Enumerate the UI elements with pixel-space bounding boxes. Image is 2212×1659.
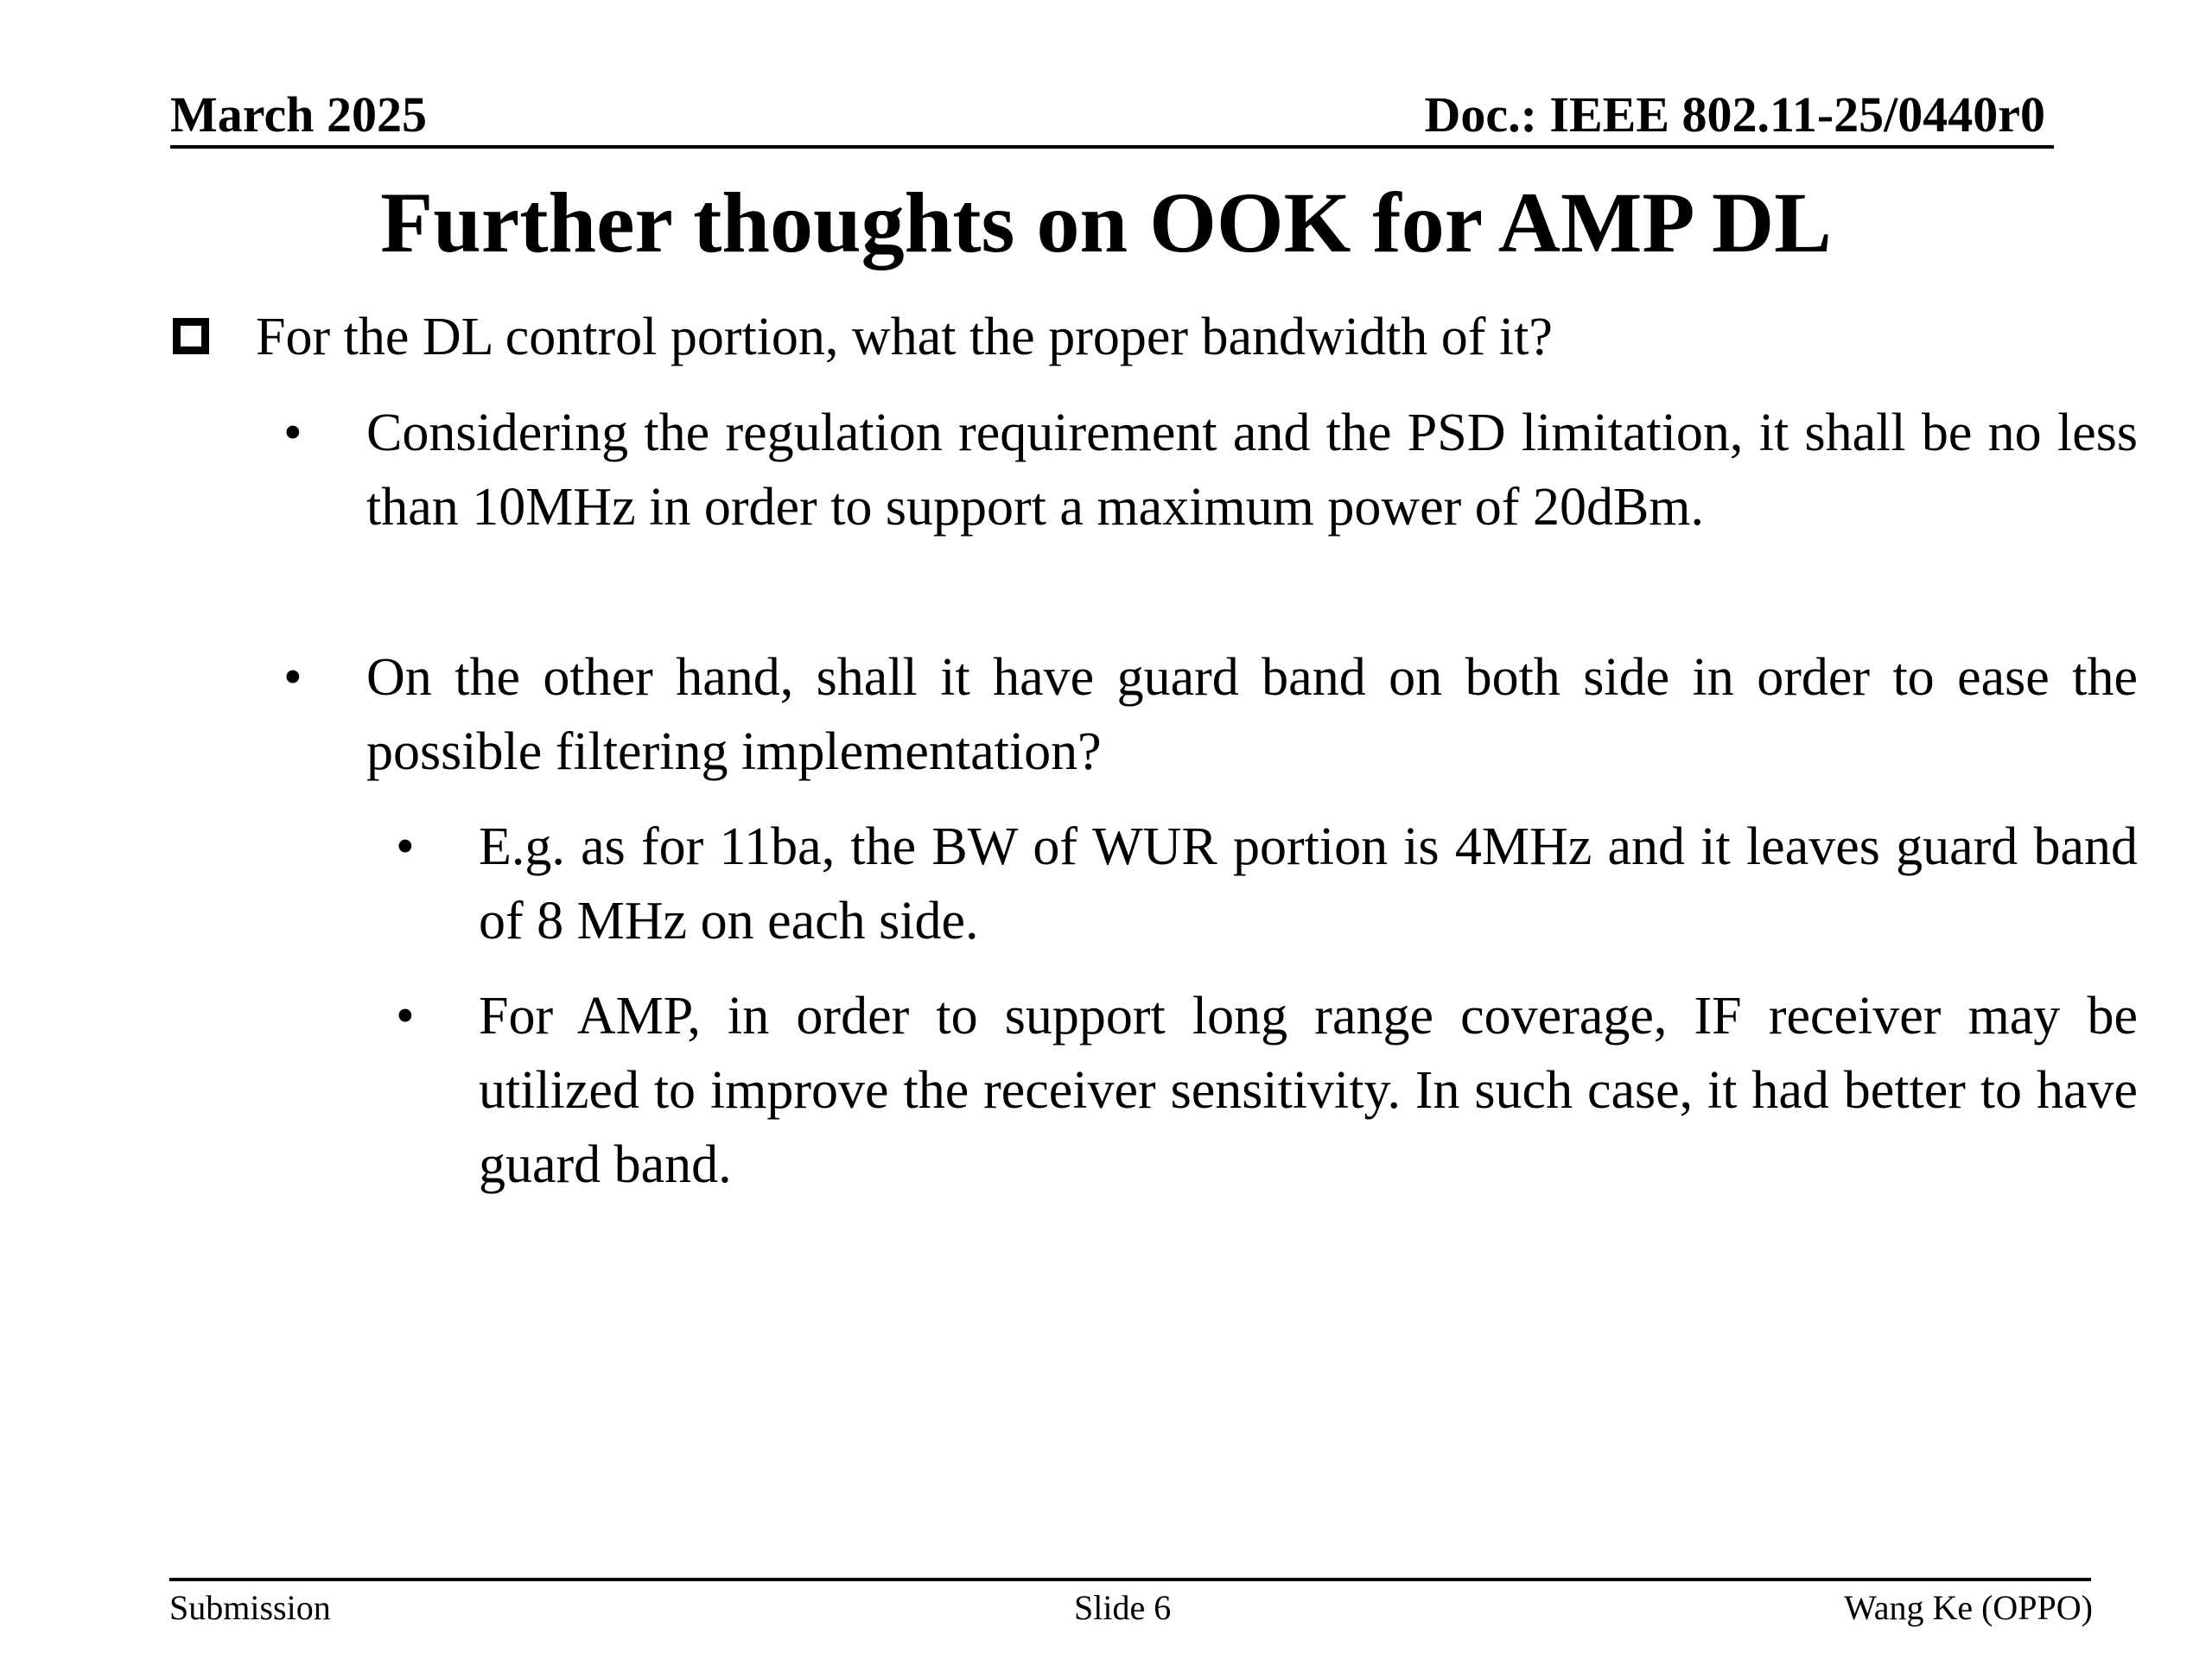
- header-date: March 2025: [170, 86, 427, 143]
- checkbox-bullet-icon: [173, 318, 209, 354]
- header: [170, 85, 2054, 149]
- sub-bullet-dot-icon: •: [396, 817, 415, 876]
- footer-slide-number: Slide 6: [1074, 1588, 1172, 1627]
- bullet-dot-icon: •: [283, 648, 302, 707]
- sub-bullet-dot-icon: •: [396, 987, 415, 1046]
- footer-submission: Submission: [169, 1588, 331, 1627]
- bullet-text-1: Considering the regulation requirement and the PSD limitation, it shall be no less than 10MHz in order to support a maximum power of 20dBm.: [366, 404, 2138, 537]
- footer-divider: [169, 1578, 2091, 1581]
- sub-bullet-text-1: E.g. as for 11ba, the BW of WUR portion is 4MHz and it leaves guard band of 8 MHz on each side.: [479, 817, 2138, 950]
- sub-bullet-text-2: For AMP, in order to support long range coverage, IF receiver may be utilized to improve the receiver sensitivity. In such case, it had better to have guard band.: [479, 987, 2138, 1194]
- header-doc-id: Doc.: IEEE 802.11-25/0440r0: [1424, 86, 2045, 143]
- footer-author: Wang Ke (OPPO): [1844, 1588, 2093, 1627]
- level1-text: For the DL control portion, what the proper bandwidth of it?: [256, 308, 1553, 366]
- bullet-dot-icon: •: [283, 404, 302, 462]
- bullet-text-2: On the other hand, shall it have guard band on both side in order to ease the possible filtering implementation?: [366, 648, 2138, 781]
- slide-title: Further thoughts on OOK for AMP DL: [380, 175, 1832, 270]
